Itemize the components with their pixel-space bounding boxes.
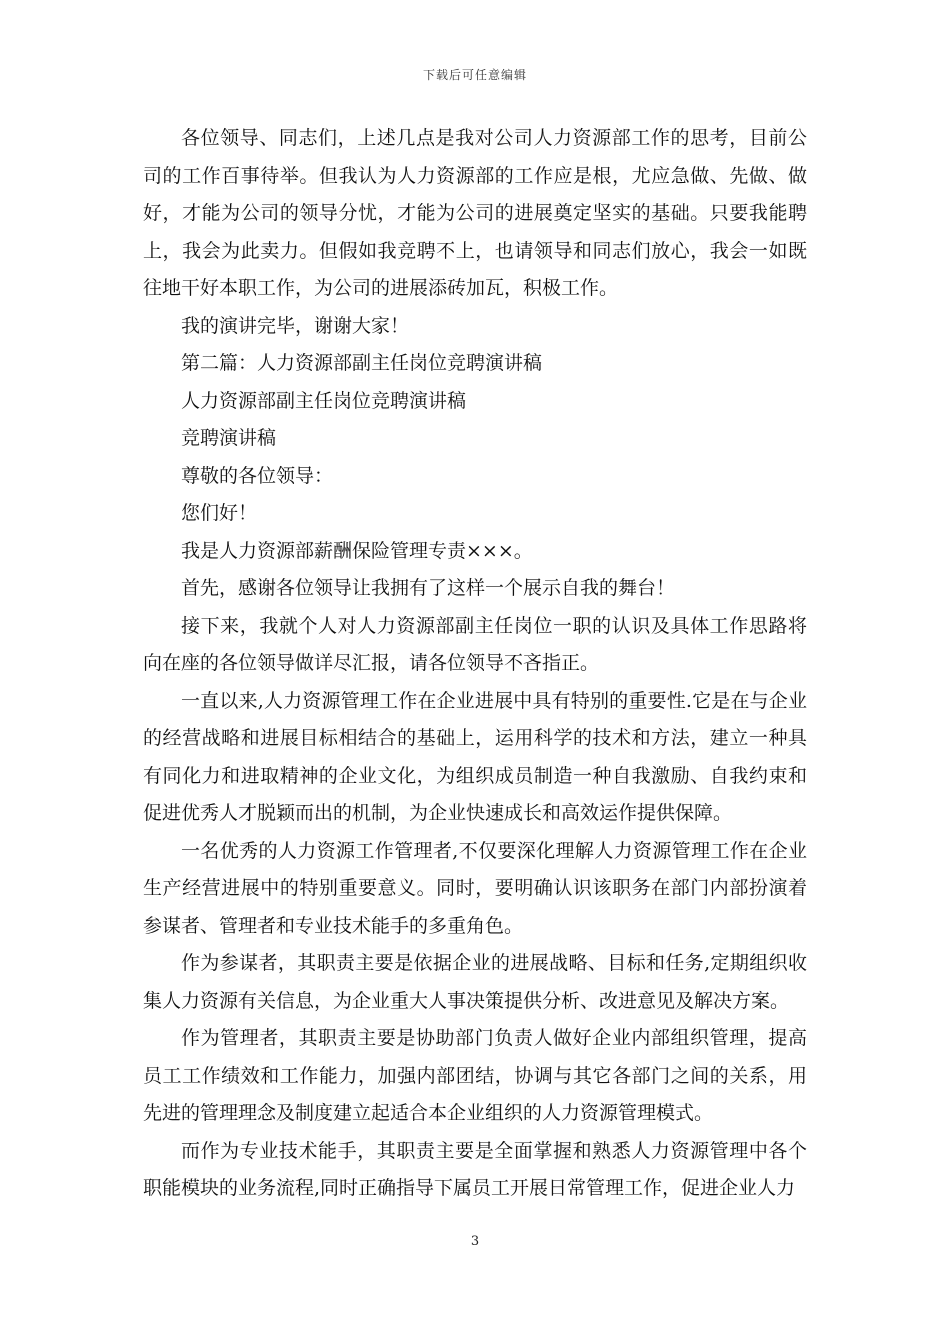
paragraph: 我的演讲完毕，谢谢大家！ xyxy=(181,314,410,337)
paragraph: 一名优秀的人力资源工作管理者,不仅要深化理解人力资源管理工作在企业生产经营进展中的特别重要意义。同时，要明确认识该职务在部门内部扮演着参谋者、管理者和专业技术能手的多重角色。 xyxy=(143,839,807,937)
paragraph: 一直以来,人力资源管理工作在企业进展中具有特别的重要性.它是在与企业的经营战略和进展目标相结合的基础上，运用科学的技术和方法，建立一种具有同化力和进取精神的企业文化，为组织成员制造一种自我激励、自我约束和促进优秀人才脱颖而出的机制，为企业快速成长和高效运作提供保障。 xyxy=(143,689,807,824)
page-number: 3 xyxy=(470,1234,480,1249)
paragraph: 首先，感谢各位领导让我拥有了这样一个展示自我的舞台！ xyxy=(181,577,676,599)
speech-title: 人力资源部副主任岗位竞聘演讲稿 xyxy=(181,389,467,412)
paragraph: 我是人力资源部薪酬保险管理专责×××。 xyxy=(181,539,533,562)
speech-subtitle: 竞聘演讲稿 xyxy=(181,427,277,449)
paragraph: 作为参谋者，其职责主要是依据企业的进展战略、目标和任务,定期组织收集人力资源有关信息，为企业重大人事决策提供分析、改进意见及解决方案。 xyxy=(143,952,807,1012)
paragraph: 接下来，我就个人对人力资源部副主任岗位一职的认识及具体工作思路将向在座的各位领导做详尽汇报，请各位领导不吝指正。 xyxy=(143,614,807,674)
paragraph: 而作为专业技术能手，其职责主要是全面掌握和熟悉人力资源管理中各个职能模块的业务流程,同时正确指导下属员工开展日常管理工作，促进企业人力 xyxy=(143,1139,807,1199)
paragraph: 作为管理者，其职责主要是协助部门负责人做好企业内部组织管理，提高员工工作绩效和工作能力，加强内部团结，协调与其它各部门之间的关系，用先进的管理理念及制度建立起适合本企业组织的人力资源管理模式。 xyxy=(143,1027,807,1124)
greeting: 您们好！ xyxy=(181,502,258,524)
section-heading: 第二篇：人力资源部副主任岗位竞聘演讲稿 xyxy=(181,352,543,374)
page-header-note: 下载后可任意编辑 xyxy=(422,68,527,82)
document-body xyxy=(143,120,807,1208)
salutation: 尊敬的各位领导： xyxy=(181,464,334,487)
paragraph: 各位领导、同志们，上述几点是我对公司人力资源部工作的思考，目前公司的工作百事待举。但我认为人力资源部的工作应是根，尤应急做、先做、做好，才能为公司的领导分忧，才能为公司的进展奠定坚实的基础。只要我能聘上，我会为此卖力。但假如我竞聘不上，也请领导和同志们放心，我会一如既往地干好本职工作，为公司的进展添砖加瓦，积极工作。 xyxy=(143,127,807,299)
